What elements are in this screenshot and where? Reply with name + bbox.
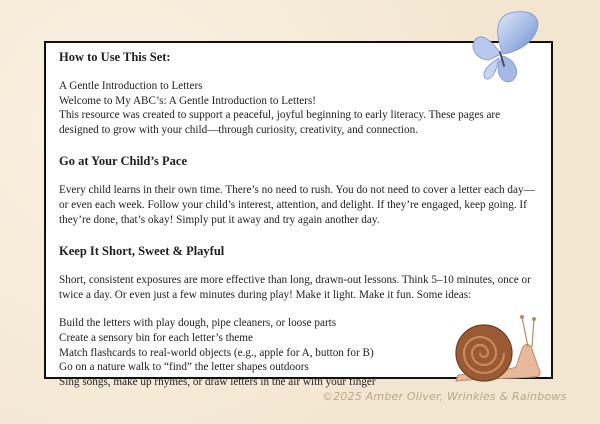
section-heading-playful: Keep It Short, Sweet & Playful <box>59 244 225 259</box>
section-heading-pace: Go at Your Child’s Pace <box>59 154 188 169</box>
playful-paragraph: Short, consistent exposures are more effective than long, drawn-out lessons. Think 5–10 minutes, once or twice a day. Or even just a few minutes during play! Make it light. Make it fun. Some ideas: <box>59 274 531 301</box>
section-heading-how-to-use: How to Use This Set: <box>59 50 171 64</box>
pace-paragraph: Every child learns in their own time. There’s no need to rush. You do not need to cover a letter each day—or even each week. Follow your child’s interest, attention, and delight. If they’re engaged, keep going. If they’re done, that’s okay! Simply put it away and try again another day. <box>59 184 535 226</box>
list-item: Build the letters with play dough, pipe cleaners, or loose parts <box>59 317 337 330</box>
list-item: Match flashcards to real-world objects (e.g., apple for A, button for B) <box>59 346 374 359</box>
intro-paragraph: This resource was created to support a peaceful, joyful beginning to early literacy. These pages are designed to grow with your child—through curiosity, creativity, and connection. <box>59 109 501 136</box>
welcome-text: Welcome to My ABC’s: A Gentle Introduction to Letters! <box>59 94 316 107</box>
list-item: Go on a nature walk to “find” the letter shapes outdoors <box>59 361 309 374</box>
subtitle: A Gentle Introduction to Letters <box>59 80 203 92</box>
butterfly-icon <box>463 10 547 86</box>
list-item: Sing songs, make up rhymes, or draw letters in the air with your finger <box>59 375 376 388</box>
snail-icon <box>446 307 546 391</box>
copyright-text: ©2025 Amber Oliver, Wrinkles & Rainbows <box>322 390 567 403</box>
list-item: Create a sensory bin for each letter’s theme <box>59 331 253 344</box>
